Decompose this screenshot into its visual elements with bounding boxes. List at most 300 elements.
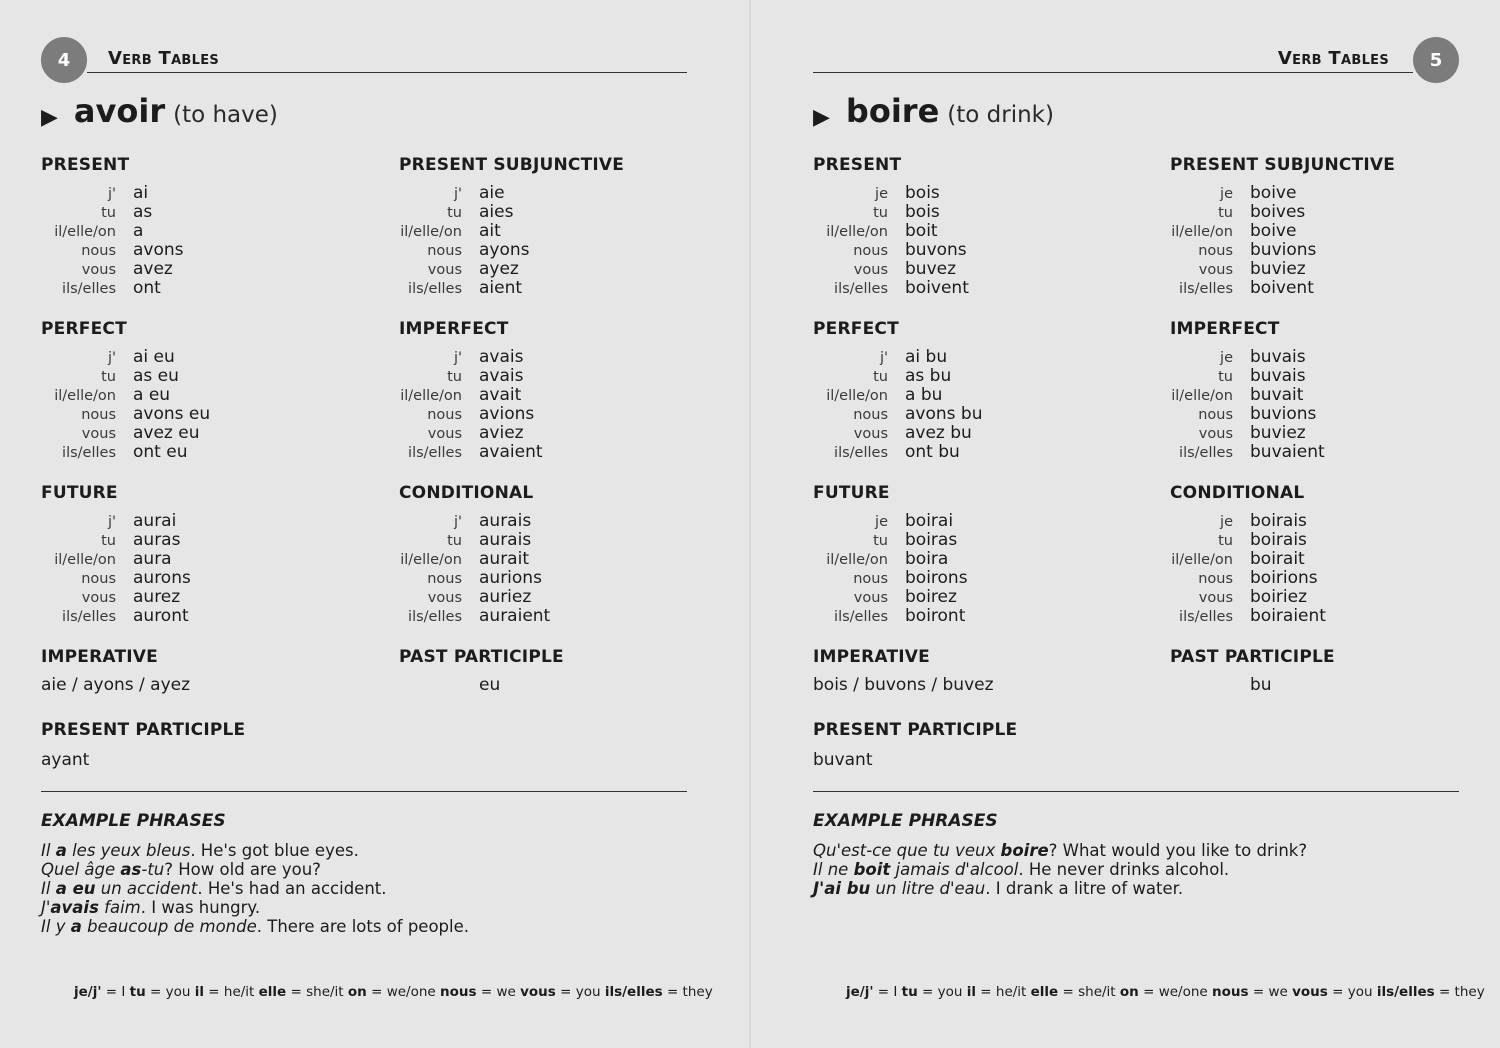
conjugation-row bbox=[1158, 385, 1325, 404]
example-phrases bbox=[41, 811, 469, 936]
pronoun: il/elle/on bbox=[400, 388, 462, 404]
french-text: un litre d'eau bbox=[870, 879, 986, 898]
example-phrase bbox=[41, 841, 469, 860]
pronoun: vous bbox=[1198, 590, 1233, 606]
verb-form: bois bbox=[905, 183, 940, 203]
section-present-participle bbox=[813, 720, 1017, 770]
pronoun: ils/elles bbox=[62, 609, 116, 625]
pronoun: il/elle/on bbox=[400, 224, 462, 240]
conjugation-row bbox=[1158, 202, 1395, 221]
legend-meaning: = he/it bbox=[976, 984, 1031, 1000]
pronoun: je bbox=[875, 514, 888, 530]
example-phrase bbox=[813, 860, 1307, 879]
legend-pronoun: on bbox=[1119, 984, 1139, 1000]
conjugation-row bbox=[41, 366, 210, 385]
legend-meaning: = you bbox=[1327, 984, 1377, 1000]
legend-meaning: = you bbox=[145, 984, 195, 1000]
legend-pronoun: tu bbox=[129, 984, 146, 1000]
pronoun: nous bbox=[853, 243, 888, 259]
pronoun: j' bbox=[107, 514, 116, 530]
conjugation-row bbox=[41, 606, 191, 625]
conjugation-row bbox=[1158, 511, 1326, 530]
pronoun: tu bbox=[447, 533, 462, 549]
pronoun: il/elle/on bbox=[400, 552, 462, 568]
section-title: IMPERATIVE bbox=[813, 647, 930, 667]
conjugation-row bbox=[1158, 240, 1395, 259]
verb-form: boirai bbox=[905, 511, 954, 531]
verb-form: avez bu bbox=[905, 423, 972, 443]
conjugation-row bbox=[41, 278, 184, 297]
conjugation-row bbox=[41, 404, 210, 423]
verb-form: aurai bbox=[133, 511, 177, 531]
verb-highlight: a bbox=[70, 917, 82, 936]
verb-form: boives bbox=[1250, 202, 1306, 222]
pronoun: tu bbox=[101, 369, 116, 385]
legend-pronoun: il bbox=[194, 984, 204, 1000]
verb-form: auront bbox=[133, 606, 189, 626]
pronoun: il/elle/on bbox=[54, 388, 116, 404]
french-text: beaucoup de monde bbox=[81, 917, 257, 936]
pronoun: nous bbox=[427, 407, 462, 423]
conjugation-row bbox=[387, 549, 550, 568]
legend-meaning: = we bbox=[1248, 984, 1293, 1000]
verb-form: ai bu bbox=[905, 347, 948, 367]
pronoun: tu bbox=[873, 533, 888, 549]
french-text: faim bbox=[98, 898, 141, 917]
section-title: FUTURE bbox=[41, 483, 118, 503]
pronoun: ils/elles bbox=[1179, 609, 1233, 625]
section-present bbox=[41, 155, 184, 297]
french-text: jamais d'alcool bbox=[890, 860, 1019, 879]
pronoun: je bbox=[1220, 350, 1233, 366]
french-text: J' bbox=[41, 898, 51, 917]
conjugation-row bbox=[387, 221, 624, 240]
legend-pronoun: vous bbox=[520, 984, 556, 1000]
pronoun: tu bbox=[1218, 205, 1233, 221]
conjugation-row bbox=[813, 240, 969, 259]
conjugation-row bbox=[387, 587, 550, 606]
verb-infinitive: boire bbox=[845, 92, 940, 130]
section-title: PRESENT PARTICIPLE bbox=[813, 720, 1018, 740]
conjugation-row bbox=[41, 347, 210, 366]
conjugation-row bbox=[387, 240, 624, 259]
verb-form: aura bbox=[133, 549, 172, 569]
verb-form: avez eu bbox=[133, 423, 200, 443]
pronoun: tu bbox=[101, 205, 116, 221]
example-phrase bbox=[813, 879, 1307, 898]
running-header: Verb Tables bbox=[1277, 48, 1389, 69]
pronoun: ils/elles bbox=[834, 445, 888, 461]
section-title: IMPERFECT bbox=[1170, 319, 1280, 339]
section-imperfect bbox=[387, 319, 543, 461]
verb-form: boiront bbox=[905, 606, 966, 626]
legend-pronoun: ils/elles bbox=[604, 984, 663, 1000]
pronoun: vous bbox=[427, 262, 462, 278]
pronoun: nous bbox=[853, 571, 888, 587]
verb-form: boirait bbox=[1250, 549, 1305, 569]
conjugation-row bbox=[813, 202, 969, 221]
conjugation-row bbox=[387, 404, 543, 423]
pronoun: il/elle/on bbox=[54, 552, 116, 568]
pronoun: tu bbox=[873, 369, 888, 385]
verb-form: ayons bbox=[479, 240, 530, 260]
verb-form: a bbox=[133, 221, 144, 241]
examples-title: EXAMPLE PHRASES bbox=[41, 811, 226, 831]
pronoun: j' bbox=[453, 186, 462, 202]
pronoun: vous bbox=[81, 262, 116, 278]
verb-form: boirions bbox=[1250, 568, 1318, 588]
legend-pronoun: ils/elles bbox=[1376, 984, 1435, 1000]
legend-meaning: = we bbox=[476, 984, 521, 1000]
example-phrase bbox=[41, 879, 469, 898]
legend-pronoun: tu bbox=[901, 984, 918, 1000]
conjugation-row bbox=[387, 385, 543, 404]
english-translation: ? What would you like to drink? bbox=[1048, 841, 1308, 860]
conjugation-row bbox=[1158, 606, 1326, 625]
english-translation: . He never drinks alcohol. bbox=[1018, 860, 1230, 879]
legend-pronoun: je/j' bbox=[74, 984, 102, 1000]
verb-form: auriez bbox=[479, 587, 532, 607]
page-number-badge: 4 bbox=[41, 37, 87, 83]
english-translation: . I was hungry. bbox=[140, 898, 261, 917]
pronoun: il/elle/on bbox=[1171, 388, 1233, 404]
section-future bbox=[813, 483, 968, 625]
imperative-forms: bois / buvons / buvez bbox=[813, 675, 994, 695]
verb-highlight: boit bbox=[853, 860, 891, 879]
legend-meaning: = I bbox=[101, 984, 130, 1000]
verb-form: buviez bbox=[1250, 423, 1306, 443]
legend-meaning: = she/it bbox=[286, 984, 348, 1000]
verb-form: auraient bbox=[479, 606, 551, 626]
pronoun: ils/elles bbox=[62, 281, 116, 297]
conjugation-row bbox=[41, 530, 191, 549]
verb-form: boiras bbox=[905, 530, 958, 550]
pronoun: nous bbox=[427, 243, 462, 259]
verb-highlight: boire bbox=[1000, 841, 1049, 860]
pronoun: vous bbox=[81, 426, 116, 442]
page-left bbox=[0, 0, 749, 1048]
examples-rule bbox=[41, 791, 687, 792]
legend-meaning: = they bbox=[662, 984, 713, 1000]
section-past-participle bbox=[1158, 647, 1335, 695]
conjugation-row bbox=[387, 568, 550, 587]
section-title: PAST PARTICIPLE bbox=[1170, 647, 1335, 667]
section-title: PRESENT bbox=[813, 155, 902, 175]
verb-translation: (to drink) bbox=[947, 102, 1054, 128]
pronoun: il/elle/on bbox=[1171, 552, 1233, 568]
conjugation-row bbox=[41, 385, 210, 404]
conjugation-row bbox=[813, 511, 968, 530]
legend-meaning: = I bbox=[873, 984, 902, 1000]
conjugation-row bbox=[387, 423, 543, 442]
pronoun: tu bbox=[1218, 533, 1233, 549]
conjugation-row bbox=[813, 347, 982, 366]
verb-highlight: as bbox=[120, 860, 142, 879]
pronoun: vous bbox=[1198, 262, 1233, 278]
verb-form: a eu bbox=[133, 385, 171, 405]
conjugation-row bbox=[813, 183, 969, 202]
conjugation-row bbox=[387, 183, 624, 202]
pronoun-legend bbox=[846, 984, 1485, 1000]
section-present-subjunctive bbox=[387, 155, 624, 297]
section-title: PAST PARTICIPLE bbox=[399, 647, 564, 667]
verb-form: auras bbox=[133, 530, 181, 550]
pronoun: ils/elles bbox=[408, 445, 462, 461]
conjugation-row bbox=[1158, 423, 1325, 442]
verb-form: boive bbox=[1250, 221, 1297, 241]
header-rule bbox=[813, 72, 1413, 73]
conjugation-row bbox=[387, 347, 543, 366]
conjugation-row bbox=[41, 259, 184, 278]
conjugation-row bbox=[813, 549, 968, 568]
verb-form: aurez bbox=[133, 587, 181, 607]
pronoun: il/elle/on bbox=[826, 224, 888, 240]
verb-form: ont bbox=[133, 278, 161, 298]
pronoun: vous bbox=[427, 590, 462, 606]
pronoun: ils/elles bbox=[62, 445, 116, 461]
pronoun: nous bbox=[853, 407, 888, 423]
verb-form: ai eu bbox=[133, 347, 175, 367]
section-title: PERFECT bbox=[813, 319, 899, 339]
french-text: les yeux bleus bbox=[66, 841, 191, 860]
section-future bbox=[41, 483, 191, 625]
example-phrase bbox=[41, 860, 469, 879]
conjugation-row bbox=[1158, 530, 1326, 549]
pronoun: j' bbox=[453, 350, 462, 366]
conjugation-row bbox=[387, 278, 624, 297]
pronoun: il/elle/on bbox=[54, 224, 116, 240]
verb-form: buvaient bbox=[1250, 442, 1325, 462]
pronoun: tu bbox=[101, 533, 116, 549]
conjugation-row bbox=[387, 530, 550, 549]
verb-form: as eu bbox=[133, 366, 179, 386]
verb-form: boit bbox=[905, 221, 938, 241]
pronoun: nous bbox=[81, 243, 116, 259]
verb-form: avais bbox=[479, 347, 524, 367]
legend-meaning: = you bbox=[917, 984, 967, 1000]
pronoun: tu bbox=[447, 205, 462, 221]
pronoun: vous bbox=[853, 262, 888, 278]
conjugation-row bbox=[387, 442, 543, 461]
conjugation-row bbox=[1158, 259, 1395, 278]
legend-pronoun: nous bbox=[1212, 984, 1249, 1000]
french-text: Quel âge bbox=[41, 860, 121, 879]
conjugation-row bbox=[387, 202, 624, 221]
verb-highlight: a eu bbox=[55, 879, 96, 898]
example-phrase bbox=[41, 917, 469, 936]
conjugation-row bbox=[387, 366, 543, 385]
verb-form: avais bbox=[479, 366, 524, 386]
conjugation-row bbox=[813, 606, 968, 625]
examples-title: EXAMPLE PHRASES bbox=[813, 811, 998, 831]
example-phrase bbox=[41, 898, 469, 917]
pronoun: vous bbox=[81, 590, 116, 606]
verb-highlight: avais bbox=[50, 898, 99, 917]
conjugation-row bbox=[1158, 549, 1326, 568]
conjugation-row bbox=[41, 423, 210, 442]
pronoun: je bbox=[1220, 186, 1233, 202]
verb-form: buvais bbox=[1250, 366, 1306, 386]
verb-form: buvez bbox=[905, 259, 957, 279]
pronoun: tu bbox=[447, 369, 462, 385]
pronoun: vous bbox=[427, 426, 462, 442]
pronoun: nous bbox=[81, 407, 116, 423]
section-present-subjunctive bbox=[1158, 155, 1395, 297]
verb-infinitive: avoir bbox=[73, 92, 166, 130]
verb-form: as bbox=[133, 202, 153, 222]
past-participle-value: bu bbox=[1250, 675, 1272, 695]
conjugation-row bbox=[41, 587, 191, 606]
verb-form: boirez bbox=[905, 587, 957, 607]
pronoun: nous bbox=[1198, 407, 1233, 423]
section-perfect bbox=[41, 319, 210, 461]
conjugation-row bbox=[387, 606, 550, 625]
legend-pronoun: vous bbox=[1292, 984, 1328, 1000]
section-present bbox=[813, 155, 969, 297]
page-right bbox=[751, 0, 1500, 1048]
verb-form: boiraient bbox=[1250, 606, 1326, 626]
section-past-participle bbox=[387, 647, 564, 695]
legend-meaning: = we/one bbox=[366, 984, 440, 1000]
conjugation-row bbox=[813, 366, 982, 385]
pronoun: il/elle/on bbox=[826, 388, 888, 404]
present-participle-value: ayant bbox=[41, 750, 90, 770]
legend-pronoun: on bbox=[347, 984, 367, 1000]
conjugation-row bbox=[41, 183, 184, 202]
conjugation-row bbox=[813, 404, 982, 423]
english-translation: . He's got blue eyes. bbox=[190, 841, 359, 860]
conjugation-row bbox=[41, 549, 191, 568]
verb-highlight: a bbox=[55, 841, 67, 860]
verb-form: boive bbox=[1250, 183, 1297, 203]
verb-form: avons eu bbox=[133, 404, 211, 424]
verb-form: buvons bbox=[905, 240, 967, 260]
pronoun: ils/elles bbox=[1179, 281, 1233, 297]
verb-form: buviez bbox=[1250, 259, 1306, 279]
conjugation-row bbox=[41, 221, 184, 240]
verb-form: ai bbox=[133, 183, 149, 203]
verb-form: a bu bbox=[905, 385, 943, 405]
english-translation: . I drank a litre of water. bbox=[985, 879, 1184, 898]
verb-heading bbox=[813, 92, 1054, 130]
conjugation-row bbox=[813, 385, 982, 404]
example-phrase bbox=[813, 841, 1307, 860]
conjugation-row bbox=[1158, 404, 1325, 423]
pronoun: il/elle/on bbox=[826, 552, 888, 568]
conjugation-row bbox=[41, 442, 210, 461]
conjugation-row bbox=[813, 530, 968, 549]
conjugation-row bbox=[813, 259, 969, 278]
conjugation-row bbox=[41, 240, 184, 259]
imperative-forms: aie / ayons / ayez bbox=[41, 675, 191, 695]
verb-form: aurais bbox=[479, 511, 532, 531]
past-participle-value: eu bbox=[479, 675, 501, 695]
legend-pronoun: il bbox=[966, 984, 976, 1000]
conjugation-row bbox=[41, 202, 184, 221]
pronoun: j' bbox=[107, 186, 116, 202]
verb-form: as bu bbox=[905, 366, 952, 386]
pronoun: ils/elles bbox=[834, 281, 888, 297]
page-number-badge: 5 bbox=[1413, 37, 1459, 83]
verb-form: boirais bbox=[1250, 511, 1307, 531]
section-conditional bbox=[1158, 483, 1326, 625]
verb-form: aviez bbox=[479, 423, 524, 443]
french-text: Il ne bbox=[813, 860, 854, 879]
legend-pronoun: nous bbox=[440, 984, 477, 1000]
section-title: PRESENT SUBJUNCTIVE bbox=[399, 155, 625, 175]
conjugation-row bbox=[813, 587, 968, 606]
verb-heading bbox=[41, 92, 278, 130]
conjugation-row bbox=[1158, 221, 1395, 240]
pronoun: ils/elles bbox=[408, 281, 462, 297]
conjugation-row bbox=[1158, 442, 1325, 461]
section-imperative bbox=[41, 647, 190, 695]
header-rule bbox=[87, 72, 687, 73]
section-title: IMPERFECT bbox=[399, 319, 509, 339]
verb-translation: (to have) bbox=[173, 102, 278, 128]
conjugation-row bbox=[1158, 587, 1326, 606]
french-text: Il bbox=[41, 841, 56, 860]
conjugation-row bbox=[41, 511, 191, 530]
verb-form: ont eu bbox=[133, 442, 188, 462]
pronoun: j' bbox=[453, 514, 462, 530]
legend-meaning: = she/it bbox=[1058, 984, 1120, 1000]
section-imperative bbox=[813, 647, 994, 695]
verb-form: buvions bbox=[1250, 404, 1317, 424]
triangle-bullet-icon: ▶ bbox=[813, 105, 830, 130]
verb-form: aient bbox=[479, 278, 523, 298]
conjugation-row bbox=[1158, 278, 1395, 297]
verb-form: buvait bbox=[1250, 385, 1304, 405]
section-imperfect bbox=[1158, 319, 1325, 461]
verb-form: buvions bbox=[1250, 240, 1317, 260]
conjugation-row bbox=[1158, 568, 1326, 587]
pronoun: je bbox=[875, 186, 888, 202]
conjugation-row bbox=[1158, 183, 1395, 202]
pronoun: il/elle/on bbox=[1171, 224, 1233, 240]
conjugation-row bbox=[813, 278, 969, 297]
conjugation-row bbox=[387, 511, 550, 530]
verb-form: aies bbox=[479, 202, 514, 222]
legend-meaning: = you bbox=[555, 984, 605, 1000]
section-present-participle bbox=[41, 720, 245, 770]
verb-form: aurais bbox=[479, 530, 532, 550]
verb-form: aurions bbox=[479, 568, 542, 588]
verb-form: aurait bbox=[479, 549, 529, 569]
pronoun: vous bbox=[1198, 426, 1233, 442]
pronoun: nous bbox=[81, 571, 116, 587]
verb-form: avait bbox=[479, 385, 522, 405]
section-title: PRESENT SUBJUNCTIVE bbox=[1170, 155, 1396, 175]
legend-pronoun: je/j' bbox=[846, 984, 874, 1000]
legend-meaning: = we/one bbox=[1138, 984, 1212, 1000]
section-title: PRESENT PARTICIPLE bbox=[41, 720, 246, 740]
pronoun-legend bbox=[74, 984, 713, 1000]
section-title: PERFECT bbox=[41, 319, 127, 339]
verb-form: aie bbox=[479, 183, 505, 203]
verb-form: boira bbox=[905, 549, 949, 569]
pronoun: nous bbox=[1198, 571, 1233, 587]
verb-form: boiriez bbox=[1250, 587, 1308, 607]
running-header: Verb Tables bbox=[108, 48, 220, 69]
verb-form: ont bu bbox=[905, 442, 960, 462]
section-title: CONDITIONAL bbox=[1170, 483, 1305, 503]
verb-form: ayez bbox=[479, 259, 519, 279]
conjugation-row bbox=[387, 259, 624, 278]
french-text: Qu'est-ce que tu veux bbox=[813, 841, 1001, 860]
verb-form: avons bu bbox=[905, 404, 983, 424]
verb-form: boivent bbox=[1250, 278, 1314, 298]
